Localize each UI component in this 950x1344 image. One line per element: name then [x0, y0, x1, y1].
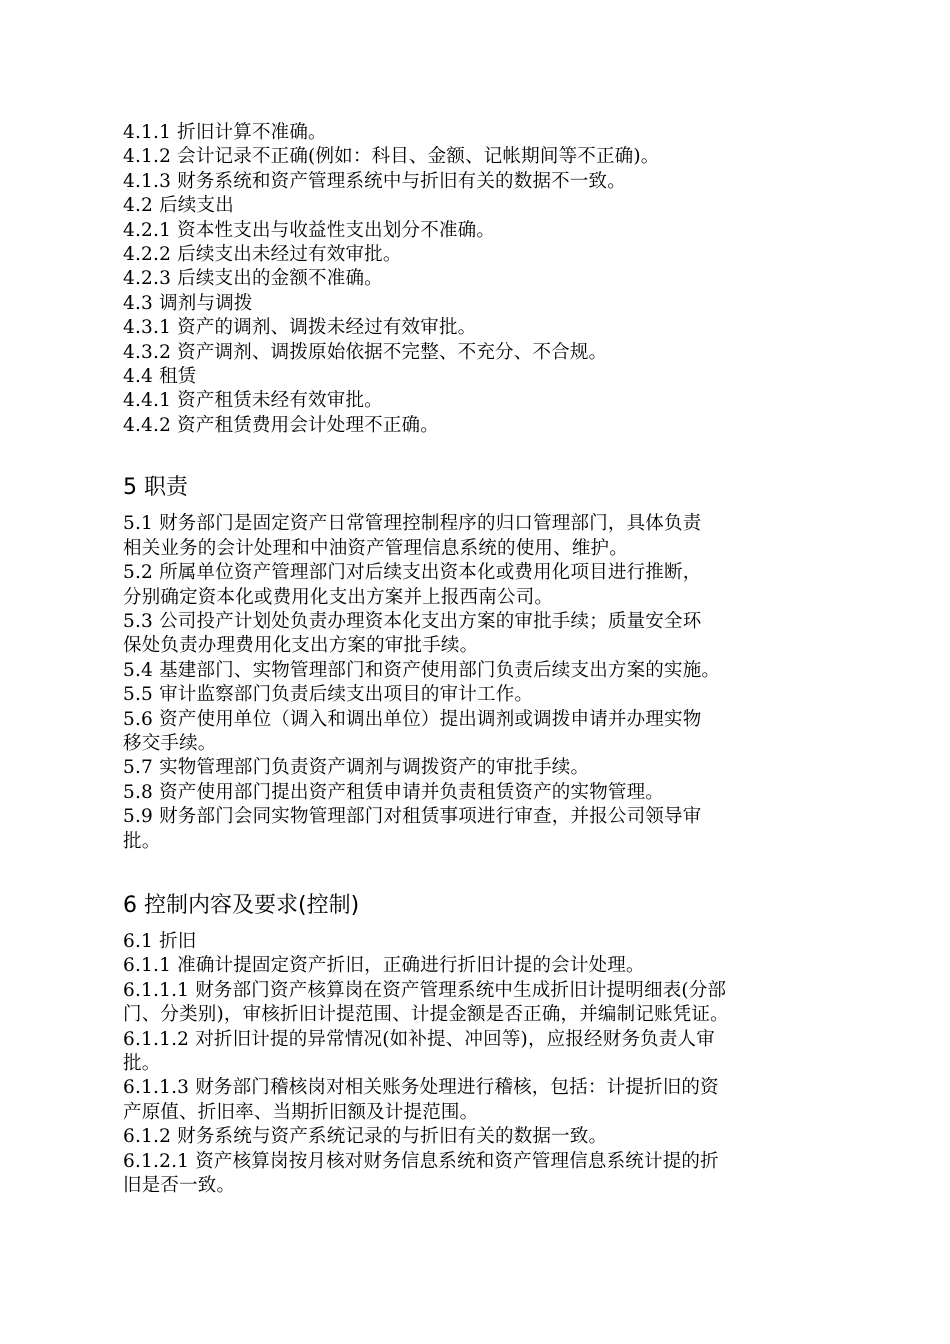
list-item: 4.1.2 会计记录不正确(例如：科目、金额、记帐期间等不正确)。: [123, 146, 660, 168]
list-item: 6.1.1.2 对折旧计提的异常情况(如补提、冲回等)，应报经财务负责人审: [123, 1028, 715, 1050]
section-5-list: [123, 512, 835, 854]
list-item: 6.1 折旧: [123, 930, 197, 952]
list-item: 6.1.1 准确计提固定资产折旧，正确进行折旧计提的会计处理。: [123, 955, 645, 977]
list-item: 相关业务的会计处理和中油资产管理信息系统的使用、维护。: [123, 537, 628, 559]
list-item: 6.1.1.3 财务部门稽核岗对相关账务处理进行稽核，包括：计提折旧的资: [123, 1077, 719, 1099]
list-item: 保处负责办理费用化支出方案的审批手续。: [123, 635, 479, 657]
document-page: [123, 121, 835, 1198]
section-4-list: [123, 121, 835, 438]
list-item: 5.8 资产使用部门提出资产租赁申请并负责租赁资产的实物管理。: [123, 781, 665, 803]
list-item: 4.4.1 资产租赁未经有效审批。: [123, 390, 383, 412]
list-item: 5.3 公司投产计划处负责办理资本化支出方案的审批手续；质量安全环: [123, 610, 702, 632]
list-item: 6.1.2 财务系统与资产系统记录的与折旧有关的数据一致。: [123, 1126, 608, 1148]
list-item: 5.5 审计监察部门负责后续支出项目的审计工作。: [123, 684, 534, 706]
list-item: 5.7 实物管理部门负责资产调剂与调拨资产的审批手续。: [123, 757, 590, 779]
list-item: 旧是否一致。: [123, 1175, 236, 1197]
list-item: 4.3.2 资产调剂、调拨原始依据不完整、不充分、不合规。: [123, 341, 608, 363]
list-item: 批。: [123, 830, 161, 852]
list-item: 4.1.1 折旧计算不准确。: [123, 122, 327, 143]
section-6-heading: 6 控制内容及要求(控制): [123, 892, 360, 918]
list-item: 6.1.1.1 财务部门资产核算岗在资产管理系统中生成折旧计提明细表(分部: [123, 979, 727, 1001]
list-item: 4.3 调剂与调拨: [123, 292, 253, 314]
section-5-heading: 5 职责: [123, 475, 188, 501]
list-item: 门、分类别)，审核折旧计提范围、计提金额是否正确，并编制记账凭证。: [123, 1004, 729, 1026]
list-item: 批。: [123, 1053, 161, 1074]
list-item: 5.1 财务部门是固定资产日常管理控制程序的归口管理部门，具体负责: [123, 513, 702, 535]
list-item: 移交手续。: [123, 732, 217, 754]
list-item: 分别确定资本化或费用化支出方案并上报西南公司。: [123, 586, 554, 608]
list-item: 4.3.1 资产的调剂、调拨未经过有效审批。: [123, 317, 477, 339]
list-item: 4.1.3 财务系统和资产管理系统中与折旧有关的数据不一致。: [123, 170, 626, 192]
list-item: 4.2.3 后续支出的金额不准确。: [123, 268, 383, 290]
list-item: 4.2.2 后续支出未经过有效审批。: [123, 244, 402, 266]
list-item: 5.9 财务部门会同实物管理部门对租赁事项进行审查，并报公司领导审: [123, 806, 702, 828]
list-item: 5.4 基建部门、实物管理部门和资产使用部门负责后续支出方案的实施。: [123, 659, 721, 681]
list-item: 4.4.2 资产租赁费用会计处理不正确。: [123, 414, 439, 436]
list-item: 5.6 资产使用单位（调入和调出单位）提出调剂或调拨申请并办理实物: [123, 708, 702, 730]
list-item: 4.2 后续支出: [123, 195, 234, 217]
list-item: 4.4 租赁: [123, 366, 197, 388]
list-item: 5.2 所属单位资产管理部门对后续支出资本化或费用化项目进行推断，: [123, 562, 702, 584]
list-item: 6.1.2.1 资产核算岗按月核对财务信息系统和资产管理信息系统计提的折: [123, 1150, 719, 1172]
list-item: 4.2.1 资本性支出与收益性支出划分不准确。: [123, 219, 496, 241]
section-6-list: [123, 930, 835, 1198]
list-item: 产原值、折旧率、当期折旧额及计提范围。: [123, 1101, 479, 1123]
